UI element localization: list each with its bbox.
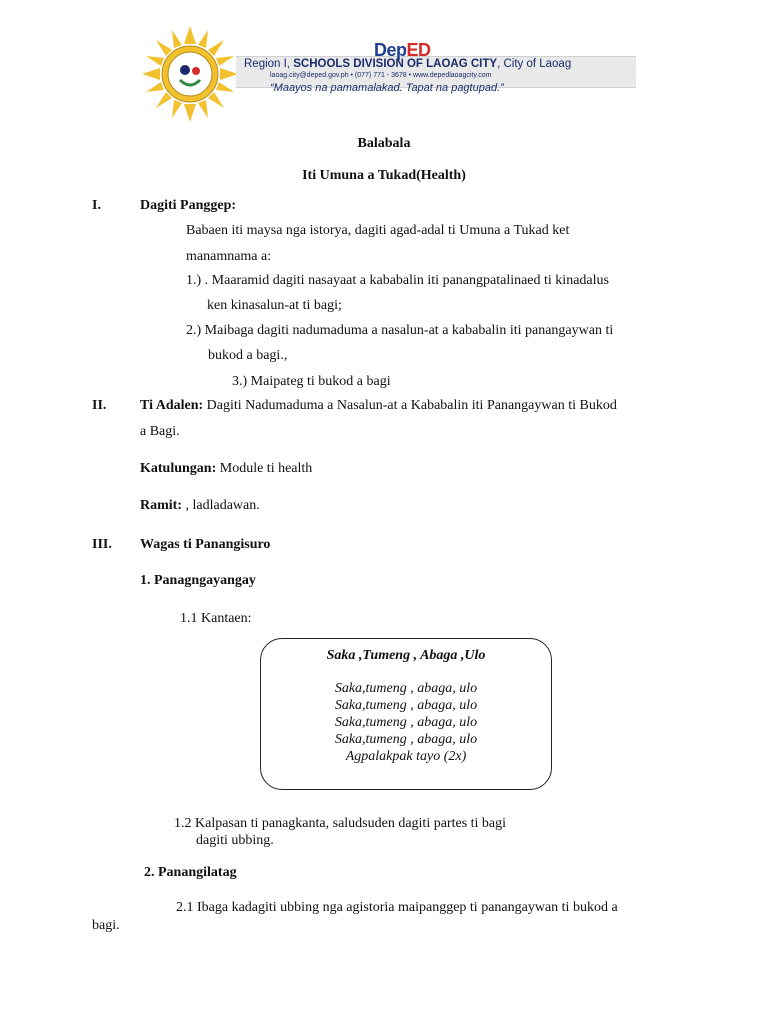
doc-subtitle: Iti Umuna a Tukad(Health) <box>302 168 466 183</box>
section-2-line-1: Ti Adalen: Dagiti Nadumaduma a Nasalun-at a Kababalin iti Panangaywan ti Bukod <box>140 398 617 413</box>
division-seal-icon <box>136 24 244 124</box>
subsection-2-1-line-1: 2.1 Ibaga kadagiti ubbing nga agistoria maipanggep ti panangaywan ti bukod a <box>176 900 618 915</box>
doc-title: Balabala <box>357 136 411 151</box>
section-1-intro-line-1: Babaen iti maysa nga istorya, dagiti agad-adal ti Umuna a Tukad ket <box>186 223 570 238</box>
song-box <box>260 638 552 790</box>
objective-2-line-2: bukod a bagi., <box>208 348 288 363</box>
song-line-4: Saka,tumeng , abaga, ulo <box>334 732 478 747</box>
section-2-label: Ti Adalen: <box>140 398 204 413</box>
section-2-line-2: a Bagi. <box>140 424 180 439</box>
division-name: SCHOOLS DIVISION OF LAOAG CITY <box>293 58 498 70</box>
region-line: Region I, SCHOOLS DIVISION OF LAOAG CITY, City of Laoag <box>244 58 572 70</box>
letterhead <box>136 24 636 124</box>
subsection-1-title: 1. Panagngayangay <box>140 573 256 588</box>
song-line-1: Saka,tumeng , abaga, ulo <box>334 681 478 696</box>
subsection-1-2-line-2: dagiti ubbing. <box>196 833 274 848</box>
objective-1-line-2: ken kinasalun-at ti bagi; <box>207 298 342 313</box>
katulungan-label: Katulungan: <box>140 461 217 476</box>
section-1-intro-line-2: manamnama a: <box>186 249 272 264</box>
section-2-number: II. <box>92 398 107 413</box>
katulungan-line: Katulungan: Module ti health <box>140 461 313 476</box>
deped-logo: DepED <box>374 40 431 60</box>
subsection-1-1: 1.1 Kantaen: <box>180 611 252 626</box>
ramit-line: Ramit: , ladladawan. <box>140 498 260 513</box>
song-line-5: Agpalakpak tayo (2x) <box>345 749 467 764</box>
song-title: Saka ,Tumeng , Abaga ,Ulo <box>326 648 486 663</box>
section-1-number: I. <box>92 198 101 213</box>
ramit-label: Ramit: <box>140 498 182 513</box>
subsection-2-title: 2. Panangilatag <box>144 865 237 880</box>
objective-3: 3.) Maipateg ti bukod a bagi <box>232 374 391 389</box>
section-1-title: Dagiti Panggep: <box>140 198 237 213</box>
motto: “Maayos na pamamalakad. Tapat na pagtupad.” <box>270 82 504 94</box>
song-line-2: Saka,tumeng , abaga, ulo <box>334 698 478 713</box>
song-line-3: Saka,tumeng , abaga, ulo <box>334 715 478 730</box>
objective-1-line-1: 1.) . Maaramid dagiti nasayaat a kababalin iti panangpatalinaed ti kinadalus <box>186 273 609 288</box>
objective-2-line-1: 2.) Maibaga dagiti nadumaduma a nasalun-at a kababalin iti panangaywan ti <box>186 323 614 338</box>
section-3-number: III. <box>92 537 112 552</box>
subsection-2-1-line-2: bagi. <box>92 918 120 933</box>
subsection-1-2-line-1: 1.2 Kalpasan ti panagkanta, saludsuden dagiti partes ti bagi <box>174 816 507 831</box>
section-3-title: Wagas ti Panangisuro <box>140 537 271 552</box>
contact-line: laoag.city@deped.gov.ph • (077) 771 - 3678 • www.depedlaoagcity.com <box>270 72 492 79</box>
